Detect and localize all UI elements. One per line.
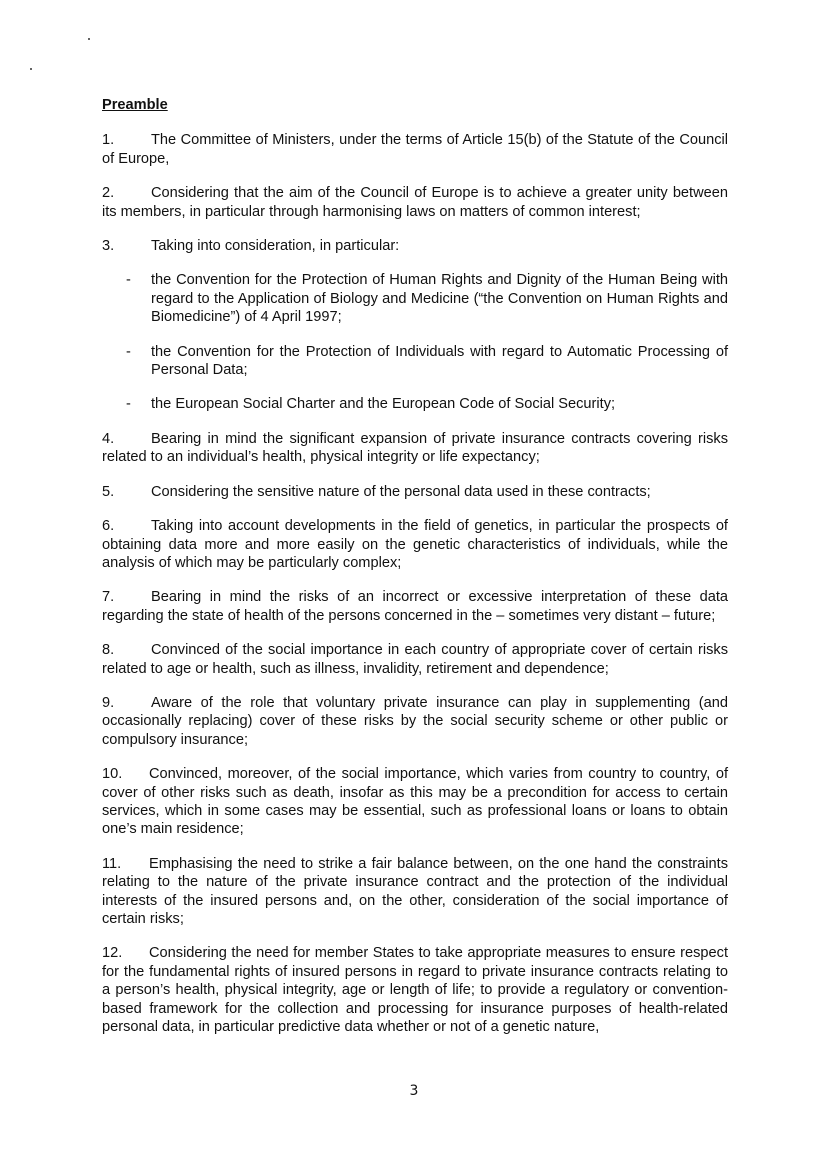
paragraph-text: Emphasising the need to strike a fair balance between, on the one hand the constraints relating to the nature of the private insurance contract and the protection of the individual interests of the insured persons and, on the other, consideration of the social importance of certain risks; xyxy=(102,855,728,927)
preamble-heading: Preamble xyxy=(102,97,168,113)
paragraph-number: 12. xyxy=(102,945,123,962)
list-dash: - xyxy=(126,272,131,289)
paragraph-text: Convinced, moreover, of the social importance, which varies from country to country, of cover of other risks such as death, insofar as this may be a precondition for access to certain services, which in some cases may be essential, such as professional loans or loans to obtain one’s main residence; xyxy=(102,766,728,838)
paragraph xyxy=(102,855,728,929)
paragraph xyxy=(102,765,728,839)
page-number: 3 xyxy=(409,1083,419,1099)
paragraph-number: 8. xyxy=(102,642,115,659)
paragraph-number: 2. xyxy=(102,185,115,202)
paragraph-number: 1. xyxy=(102,132,115,149)
paragraph-number: 10. xyxy=(102,766,123,783)
list-item-text: the Convention for the Protection of Individuals with regard to Automatic Processing of Personal Data; xyxy=(151,343,728,379)
paragraph xyxy=(102,588,728,625)
paragraph xyxy=(102,237,728,255)
scan-speck xyxy=(30,68,32,70)
list-item-text: the Convention for the Protection of Human Rights and Dignity of the Human Being with regard to the Application of Biology and Medicine (“the Convention on Human Rights and Biomedicine”) of 4 April 1997; xyxy=(151,272,728,326)
paragraph-text: Aware of the role that voluntary private insurance can play in supplementing (and occasionally replacing) cover of these risks by the social security scheme or other public or compulsory insurance; xyxy=(102,694,728,748)
paragraph-text: Considering the need for member States to take appropriate measures to ensure respect for the fundamental rights of insured persons in regard to private insurance contracts relating to a person’s health, physical integrity, age or length of life; to provide a regulatory or convention-based framework for the collection and processing for insurance purposes of health-related personal data, in particular predictive data whether or not of a genetic nature, xyxy=(102,945,728,1036)
considerations-list xyxy=(102,271,728,413)
paragraph xyxy=(102,483,728,501)
paragraph xyxy=(102,517,728,572)
paragraph xyxy=(102,694,728,749)
paragraph-text: Taking into consideration, in particular: xyxy=(151,238,400,255)
paragraph-number: 5. xyxy=(102,483,115,500)
paragraph-number: 7. xyxy=(102,589,115,606)
paragraph-text: Taking into account developments in the field of genetics, in particular the prospects of obtaining data more and more easily on the genetic characteristics of individuals, while the analysis of which may be particularly complex; xyxy=(102,518,728,571)
paragraph xyxy=(102,430,728,467)
paragraph-text: Bearing in mind the risks of an incorrect or excessive interpretation of these data regarding the state of health of the persons concerned in the – sometimes very distant – future; xyxy=(102,589,728,624)
list-item xyxy=(102,395,728,413)
list-dash: - xyxy=(126,343,131,360)
paragraph-number: 3. xyxy=(102,238,115,255)
paragraph xyxy=(102,944,728,1036)
paragraph-text: Considering that the aim of the Council of Europe is to achieve a greater unity between its members, in particular through harmonising laws on matters of common interest; xyxy=(102,185,728,220)
paragraph-number: 11. xyxy=(102,855,122,872)
list-item xyxy=(102,343,728,380)
paragraph-text: Bearing in mind the significant expansion of private insurance contracts covering risks related to an individual’s health, physical integrity or life expectancy; xyxy=(102,430,728,466)
paragraph-number: 4. xyxy=(102,430,115,447)
paragraph-number: 6. xyxy=(102,518,115,535)
scan-speck xyxy=(88,38,90,40)
paragraph xyxy=(102,641,728,678)
paragraph-text: The Committee of Ministers, under the terms of Article 15(b) of the Statute of the Council of Europe, xyxy=(102,132,728,167)
list-dash: - xyxy=(126,396,131,413)
paragraph xyxy=(102,184,728,221)
document-page xyxy=(102,96,728,1052)
paragraph xyxy=(102,131,728,168)
paragraph-text: Convinced of the social importance in each country of appropriate cover of certain risks related to age or health, such as illness, invalidity, retirement and dependence; xyxy=(102,642,728,677)
paragraph-number: 9. xyxy=(102,694,115,711)
list-item xyxy=(102,271,728,326)
list-item-text: the European Social Charter and the European Code of Social Security; xyxy=(151,396,616,413)
paragraph-text: Considering the sensitive nature of the personal data used in these contracts; xyxy=(151,483,651,500)
